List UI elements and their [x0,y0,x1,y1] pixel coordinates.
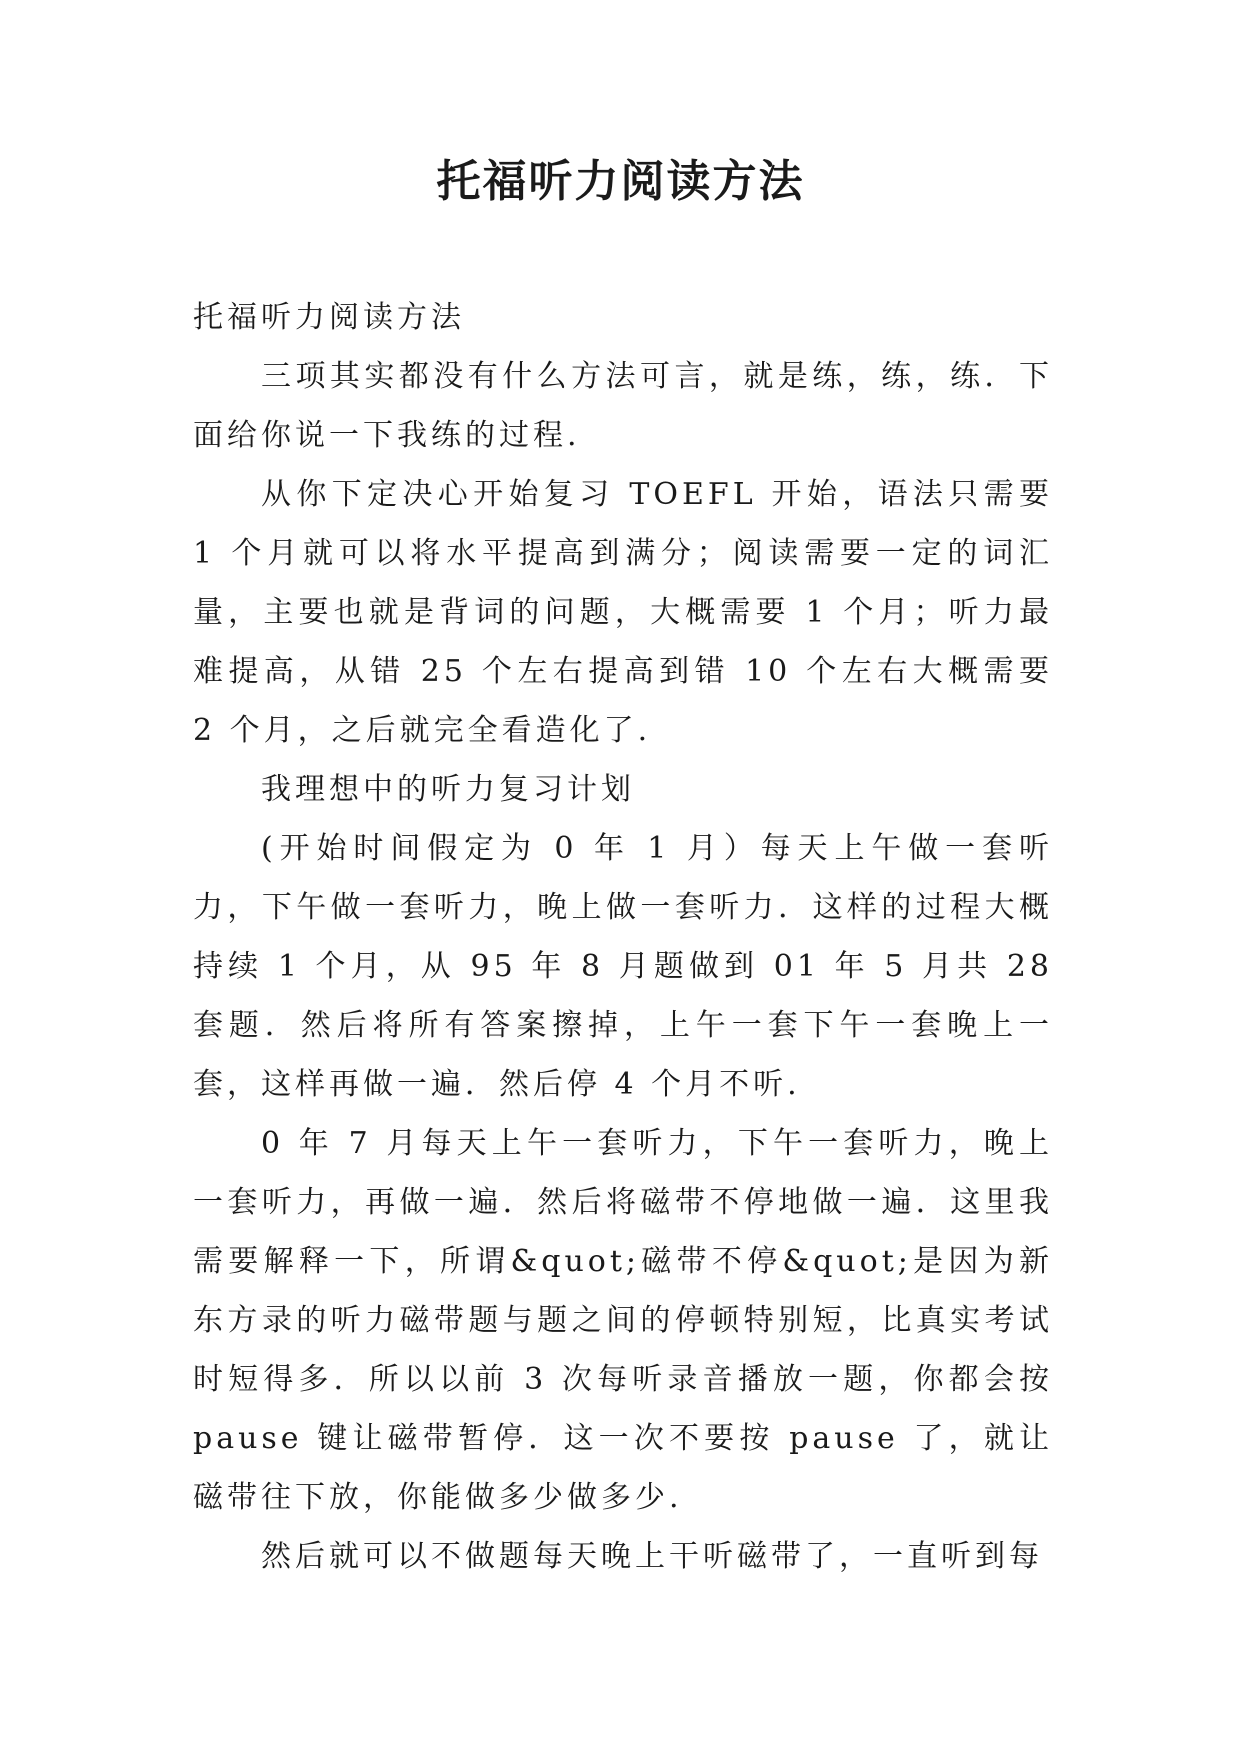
paragraph: 三项其实都没有什么方法可言，就是练，练，练．下面给你说一下我练的过程. [193,359,1053,453]
paragraph-heading: 托福听力阅读方法 [193,300,465,335]
document-title: 托福听力阅读方法 [436,156,805,207]
paragraph: (开始时间假定为 0 年 1 月）每天上午做一套听力，下午做一套听力，晚上做一套听力．这样的过程大概持续 1 个月，从 95 年 8 月题做到 01 年 5 月共 28 套题．然后将所有答案擦掉，上午一套下午一套晚上一套，这样再做一遍．然后停 4 个月不听. [193,831,1053,1102]
paragraph: 0 年 7 月每天上午一套听力，下午一套听力，晚上一套听力，再做一遍．然后将磁带不停地做一遍．这里我需要解释一下，所谓&quot;磁带不停&quot;是因为新东方录的听力磁带题与题之间的停顿特别短，比真实考试时短得多．所以以前 3 次每听录音播放一题，你都会按 pause 键让磁带暂停．这一次不要按 pause 了，就让磁带往下放，你能做多少做多少. [193,1126,1053,1515]
paragraph: 我理想中的听力复习计划 [261,772,635,807]
document-body [193,288,1053,1586]
paragraph: 然后就可以不做题每天晚上干听磁带了，一直听到每 [261,1539,1043,1574]
paragraph: 从你下定决心开始复习 TOEFL 开始，语法只需要 1 个月就可以将水平提高到满分；阅读需要一定的词汇量，主要也就是背词的问题，大概需要 1 个月；听力最难提高，从错 25 个左右提高到错 10 个左右大概需要 2 个月，之后就完全看造化了. [193,477,1053,748]
